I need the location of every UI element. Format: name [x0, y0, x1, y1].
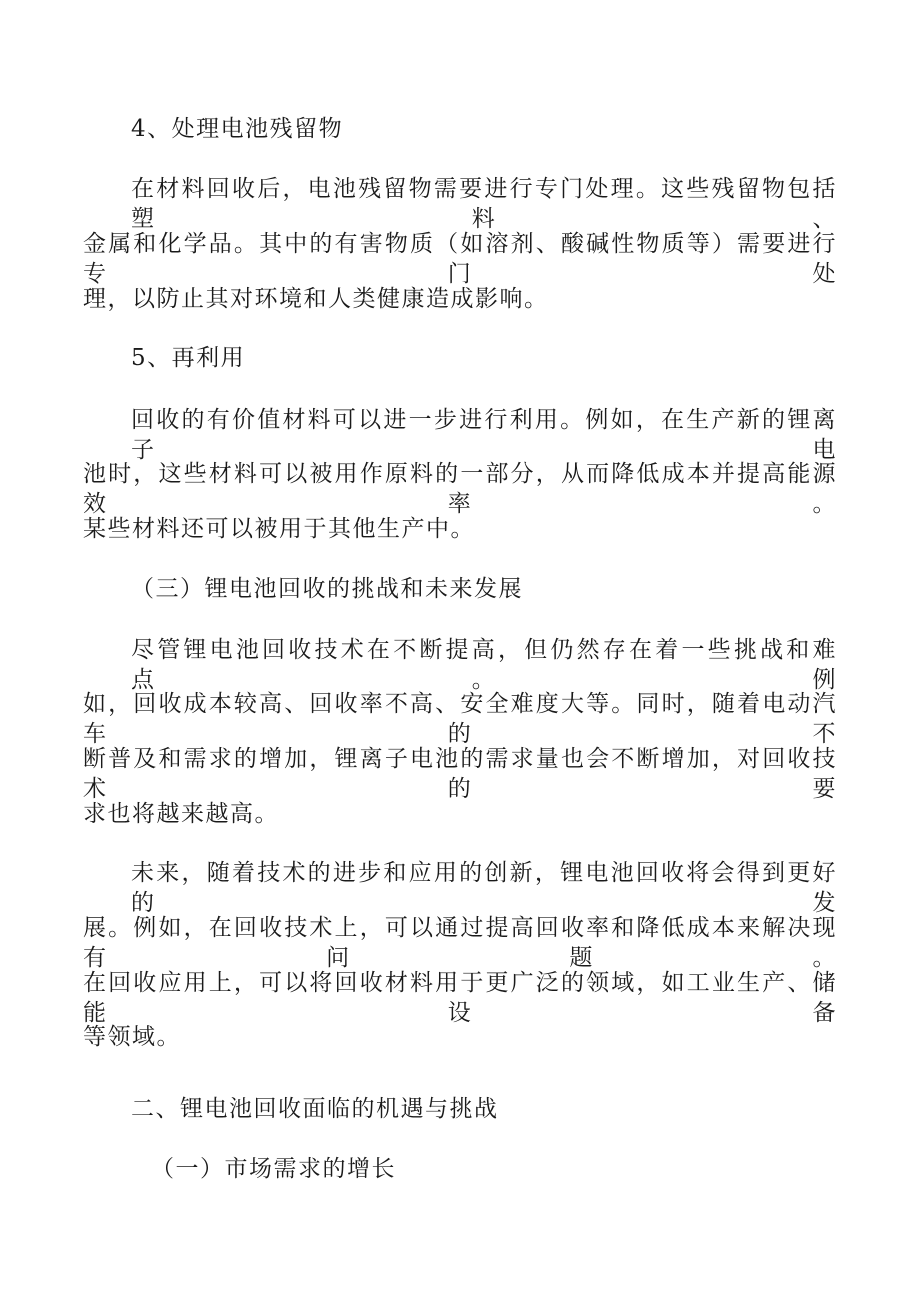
- paragraph-line: 在回收应用上，可以将回收材料用于更广泛的领域，如工业生产、储能设备: [83, 970, 837, 1026]
- paragraph-line: 某些材料还可以被用于其他生产中。: [83, 516, 475, 542]
- section-heading: 4、处理电池残留物: [131, 116, 344, 142]
- paragraph-line: 理，以防止其对环境和人类健康造成影响。: [83, 286, 549, 312]
- paragraph-line: 求也将越来越高。: [83, 801, 279, 827]
- paragraph-line: 未来，随着技术的进步和应用的创新，锂电池回收将会得到更好的发: [131, 860, 837, 916]
- paragraph-line: 等领域。: [83, 1024, 181, 1050]
- paragraph-line: 池时，这些材料可以被用作原料的一部分，从而降低成本并提高能源效率。: [83, 461, 837, 517]
- paragraph-line: 回收的有价值材料可以进一步进行利用。例如，在生产新的锂离子电: [131, 407, 837, 463]
- paragraph-line: 尽管锂电池回收技术在不断提高，但仍然存在着一些挑战和难点。例: [131, 637, 837, 693]
- subsection-heading: （三）锂电池回收的挑战和未来发展: [131, 576, 523, 602]
- paragraph-line: 展。例如，在回收技术上，可以通过提高回收率和降低成本来解决现有问题。: [83, 915, 837, 971]
- paragraph-line: 在材料回收后，电池残留物需要进行专门处理。这些残留物包括塑料、: [131, 176, 837, 232]
- paragraph-line: 金属和化学品。其中的有害物质（如溶剂、酸碱性物质等）需要进行专门处: [83, 231, 837, 287]
- subsection-heading: （一）市场需求的增长: [151, 1156, 396, 1182]
- paragraph-line: 如，回收成本较高、回收率不高、安全难度大等。同时，随着电动汽车的不: [83, 691, 837, 747]
- section-heading: 5、再利用: [131, 345, 246, 371]
- section-heading: 二、锂电池回收面临的机遇与挑战: [131, 1096, 499, 1122]
- paragraph-line: 断普及和需求的增加，锂离子电池的需求量也会不断增加，对回收技术的要: [83, 746, 837, 802]
